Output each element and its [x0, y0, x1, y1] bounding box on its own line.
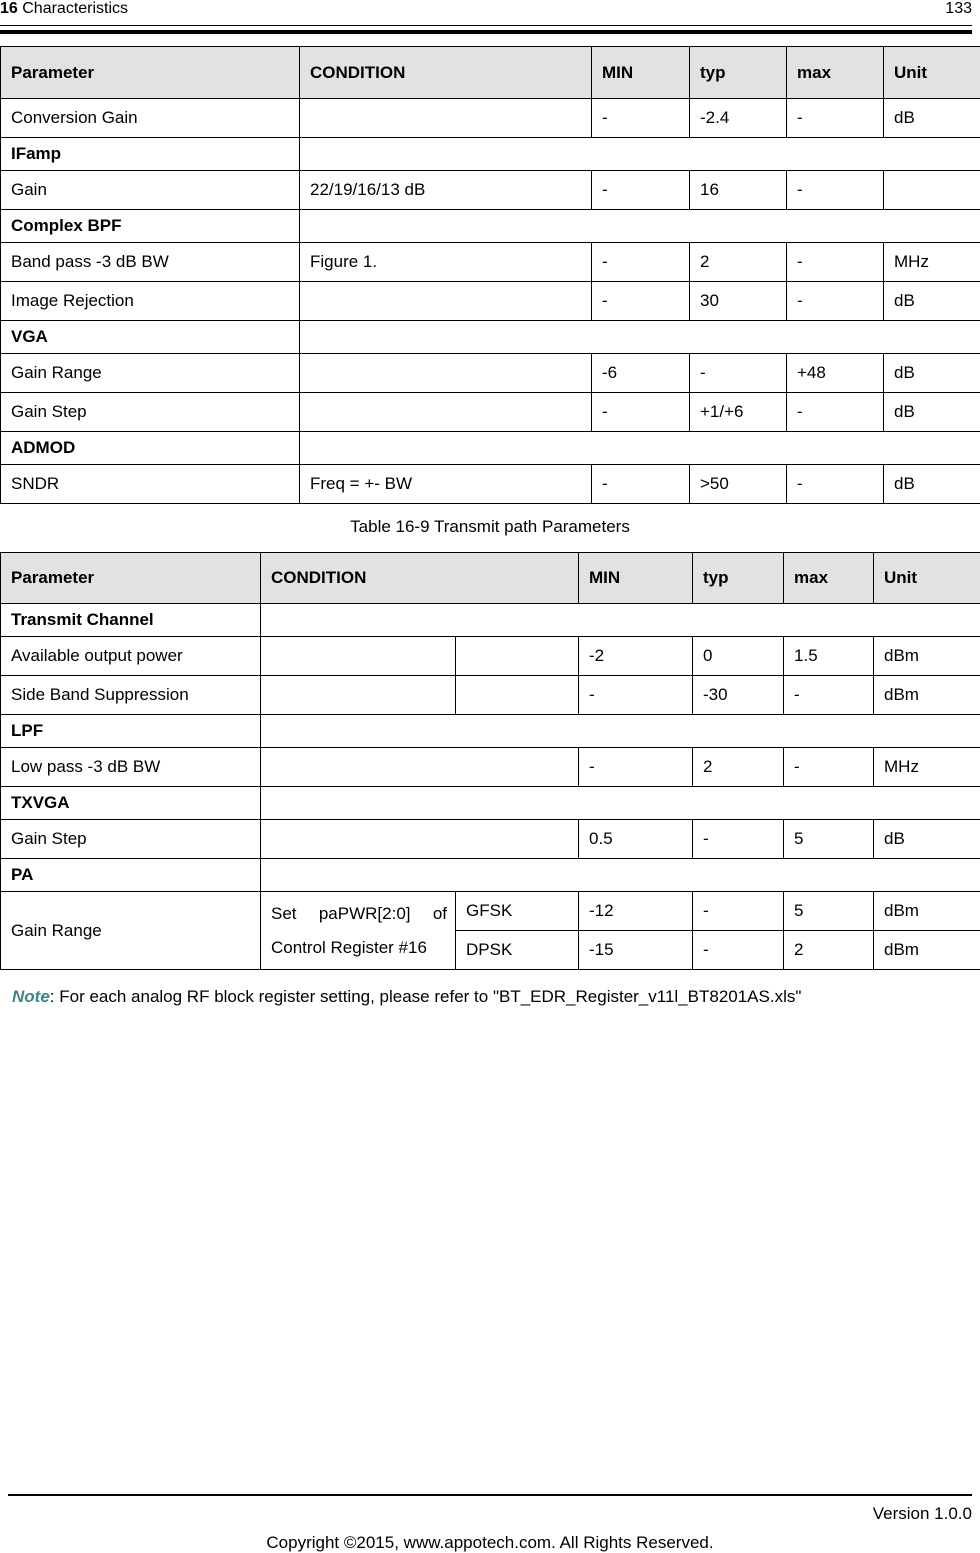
table-row — [1, 282, 980, 321]
condition-line: Control Register #16 — [271, 937, 427, 957]
cell-typ: 2 — [690, 243, 787, 282]
cell-condition — [261, 637, 456, 676]
cell-typ: - — [693, 820, 784, 859]
transmit-parameters-table — [0, 552, 980, 970]
table-row — [1, 676, 980, 715]
section-filler — [261, 604, 980, 637]
cell-max: - — [784, 676, 874, 715]
cell-min: - — [592, 99, 690, 138]
cell-condition — [300, 354, 592, 393]
cell-max: - — [784, 748, 874, 787]
section-title: TXVGA — [1, 787, 261, 820]
cell-condition — [300, 282, 592, 321]
column-header: MIN — [592, 47, 690, 99]
table-row — [1, 748, 980, 787]
column-header: max — [784, 553, 874, 604]
cell-condition: Figure 1. — [300, 243, 592, 282]
cell-parameter: Conversion Gain — [1, 99, 300, 138]
section-title: VGA — [1, 321, 300, 354]
table-row — [1, 354, 980, 393]
table-row — [1, 637, 980, 676]
cell-condition — [261, 820, 579, 859]
cell-parameter: Side Band Suppression — [1, 676, 261, 715]
section-title: Transmit Channel — [1, 604, 261, 637]
cell-condition-sub — [456, 637, 579, 676]
cell-parameter: Gain Step — [1, 820, 261, 859]
cell-max: - — [787, 282, 884, 321]
cell-min: -15 — [579, 931, 693, 970]
table-row — [1, 465, 980, 504]
cell-parameter: Gain Range — [1, 354, 300, 393]
cell-mode: GFSK — [456, 892, 579, 931]
cell-unit: dB — [884, 465, 980, 504]
table-header-row — [1, 553, 980, 604]
cell-typ: +1/+6 — [690, 393, 787, 432]
column-header: typ — [693, 553, 784, 604]
cell-max: - — [787, 171, 884, 210]
section-row — [1, 138, 980, 171]
cell-typ: >50 — [690, 465, 787, 504]
cell-parameter: Gain Range — [1, 892, 261, 970]
condition-line: Set paPWR[2:0] of — [271, 903, 447, 923]
section-row — [1, 859, 980, 892]
note-label: Note — [12, 987, 50, 1006]
cell-typ: -30 — [693, 676, 784, 715]
cell-parameter: Low pass -3 dB BW — [1, 748, 261, 787]
column-header: MIN — [579, 553, 693, 604]
section-row — [1, 604, 980, 637]
cell-condition: 22/19/16/13 dB — [300, 171, 592, 210]
receive-parameters-table — [0, 46, 980, 504]
cell-min: -6 — [592, 354, 690, 393]
cell-parameter: SNDR — [1, 465, 300, 504]
cell-min: - — [579, 676, 693, 715]
cell-max: - — [787, 243, 884, 282]
cell-unit: dBm — [874, 637, 980, 676]
chapter-heading — [0, 0, 128, 18]
chapter-number: 16 — [0, 0, 18, 17]
cell-min: - — [592, 171, 690, 210]
section-row — [1, 210, 980, 243]
section-filler — [300, 321, 980, 354]
cell-typ: -2.4 — [690, 99, 787, 138]
section-filler — [300, 432, 980, 465]
cell-unit: dBm — [874, 892, 980, 931]
cell-unit — [884, 171, 980, 210]
section-filler — [261, 787, 980, 820]
cell-unit: dB — [884, 99, 980, 138]
header-rule-thin — [0, 25, 972, 26]
section-row — [1, 715, 980, 748]
cell-unit: dB — [884, 282, 980, 321]
section-row — [1, 432, 980, 465]
cell-max: 2 — [784, 931, 874, 970]
column-header: Unit — [874, 553, 980, 604]
section-title: IFamp — [1, 138, 300, 171]
cell-condition-sub — [456, 676, 579, 715]
section-filler — [261, 715, 980, 748]
cell-min: - — [592, 465, 690, 504]
cell-max: +48 — [787, 354, 884, 393]
cell-parameter: Band pass -3 dB BW — [1, 243, 300, 282]
cell-max: 1.5 — [784, 637, 874, 676]
cell-min: - — [579, 748, 693, 787]
cell-typ: - — [693, 931, 784, 970]
cell-unit: MHz — [874, 748, 980, 787]
cell-typ: 16 — [690, 171, 787, 210]
cell-mode: DPSK — [456, 931, 579, 970]
cell-typ: 2 — [693, 748, 784, 787]
table-row — [1, 243, 980, 282]
cell-unit: dBm — [874, 676, 980, 715]
cell-unit: dB — [884, 393, 980, 432]
note-text: : For each analog RF block register setting, please refer to "BT_EDR_Register_v11l_BT8201AS.xls" — [49, 987, 802, 1006]
cell-min: - — [592, 243, 690, 282]
cell-max: - — [787, 465, 884, 504]
cell-max: - — [787, 393, 884, 432]
cell-min: -2 — [579, 637, 693, 676]
cell-condition: Freq = +- BW — [300, 465, 592, 504]
cell-min: - — [592, 282, 690, 321]
note — [12, 987, 801, 1007]
chapter-title: Characteristics — [22, 0, 129, 17]
table-row — [1, 892, 980, 931]
column-header: CONDITION — [261, 553, 579, 604]
column-header: Parameter — [1, 47, 300, 99]
cell-min: -12 — [579, 892, 693, 931]
cell-min: - — [592, 393, 690, 432]
cell-condition — [261, 676, 456, 715]
section-filler — [300, 138, 980, 171]
section-title: LPF — [1, 715, 261, 748]
section-row — [1, 787, 980, 820]
cell-typ: - — [693, 892, 784, 931]
copyright-notice: Copyright ©2015, www.appotech.com. All Rights Reserved. — [266, 1533, 714, 1552]
section-title: ADMOD — [1, 432, 300, 465]
cell-condition — [261, 892, 456, 970]
cell-condition — [300, 393, 592, 432]
cell-typ: - — [690, 354, 787, 393]
column-header: CONDITION — [300, 47, 592, 99]
cell-unit: MHz — [884, 243, 980, 282]
version-label: Version 1.0.0 — [872, 1504, 972, 1523]
table-caption: Table 16-9 Transmit path Parameters — [350, 517, 630, 536]
section-row — [1, 321, 980, 354]
page-number: 133 — [945, 0, 972, 17]
footer-rule — [8, 1494, 972, 1496]
cell-condition — [261, 748, 579, 787]
cell-typ: 30 — [690, 282, 787, 321]
cell-unit: dB — [884, 354, 980, 393]
section-filler — [261, 859, 980, 892]
cell-unit: dBm — [874, 931, 980, 970]
cell-max: - — [787, 99, 884, 138]
page-header — [0, 0, 980, 20]
table-row — [1, 393, 980, 432]
section-title: Complex BPF — [1, 210, 300, 243]
cell-max: 5 — [784, 892, 874, 931]
cell-parameter: Gain — [1, 171, 300, 210]
cell-typ: 0 — [693, 637, 784, 676]
table-row — [1, 99, 980, 138]
column-header: Parameter — [1, 553, 261, 604]
section-title: PA — [1, 859, 261, 892]
cell-parameter: Image Rejection — [1, 282, 300, 321]
header-rule-thick — [0, 30, 972, 34]
cell-max: 5 — [784, 820, 874, 859]
cell-parameter: Available output power — [1, 637, 261, 676]
cell-parameter: Gain Step — [1, 393, 300, 432]
table-row — [1, 171, 980, 210]
section-filler — [300, 210, 980, 243]
cell-min: 0.5 — [579, 820, 693, 859]
table-row — [1, 820, 980, 859]
column-header: max — [787, 47, 884, 99]
cell-unit: dB — [874, 820, 980, 859]
column-header: Unit — [884, 47, 980, 99]
table-header-row — [1, 47, 980, 99]
column-header: typ — [690, 47, 787, 99]
cell-condition — [300, 99, 592, 138]
